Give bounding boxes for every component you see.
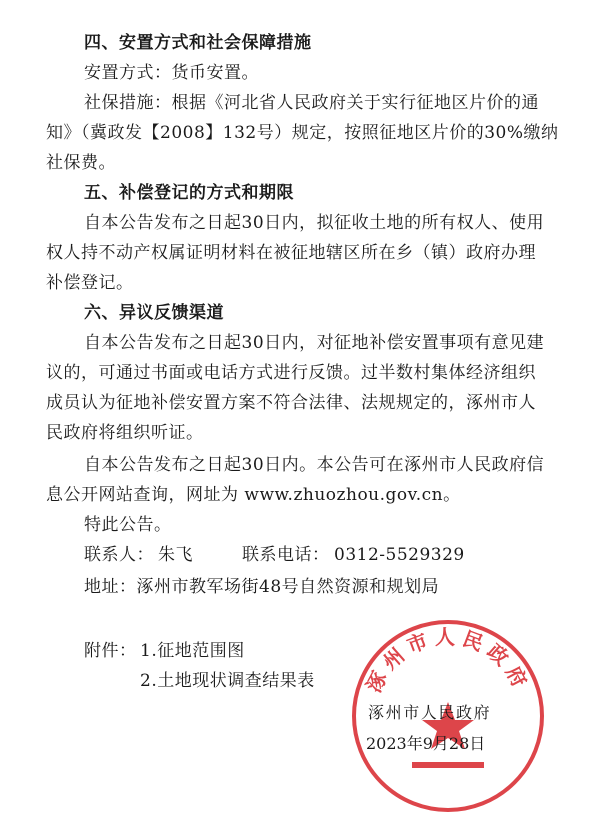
section-5-line-2: 权人持不动产权属证明材料在被征地辖区所在乡（镇）政府办理 [46,243,536,263]
contact-person-label: 联系人： [84,545,154,565]
attachment-item-2: 2.土地现状调查结果表 [140,671,315,691]
closing-line-1: 自本公告发布之日起30日内。本公告可在涿州市人民政府信 [84,455,545,475]
social-security-line-3: 社保费。 [46,153,116,173]
social-security-line-1: 社保措施：根据《河北省人民政府关于实行征地区片价的通 [84,93,539,113]
section-5-line-1: 自本公告发布之日起30日内，拟征收土地的所有权人、使用 [84,213,545,233]
section-6-heading: 六、异议反馈渠道 [84,303,224,323]
section-6-line-4: 民政府将组织听证。 [46,423,204,443]
section-6-line-2: 议的，可通过书面或电话方式进行反馈。过半数村集体经济组织 [46,363,536,383]
social-security-line-2: 知》（冀政发【2008】132号）规定，按照征地区片价的30%缴纳 [46,123,559,143]
closing-notice: 特此公告。 [84,515,172,535]
section-5-heading: 五、补偿登记的方式和期限 [84,183,294,203]
section-5-line-3: 补偿登记。 [46,273,134,293]
seal-text: 涿州市人民政府 [361,625,535,697]
attachments-label: 附件： [84,641,137,661]
attachment-item-1: 1.征地范围图 [140,641,245,661]
signature-org: 涿州市人民政府 [368,703,492,722]
contact-phone-label: 联系电话： [242,545,330,565]
svg-text:涿州市人民政府 [361,625,534,696]
contact-person: 朱飞 [158,545,193,565]
signature-date: 2023年9月28日 [366,734,486,753]
section-6-line-3: 成员认为征地补偿安置方案不符合法律、法规规定的，涿州市人 [46,393,536,413]
section-6-line-1: 自本公告发布之日起30日内，对征地补偿安置事项有意见建 [84,333,545,353]
contact-address: 地址：涿州市教军场街48号自然资源和规划局 [84,577,440,597]
closing-line-2: 息公开网站查询，网址为 www.zhuozhou.gov.cn。 [46,485,461,505]
resettlement-method: 安置方式：货币安置。 [84,63,259,83]
contact-phone: 0312-5529329 [334,545,465,565]
section-4-heading: 四、安置方式和社会保障措施 [84,33,312,53]
